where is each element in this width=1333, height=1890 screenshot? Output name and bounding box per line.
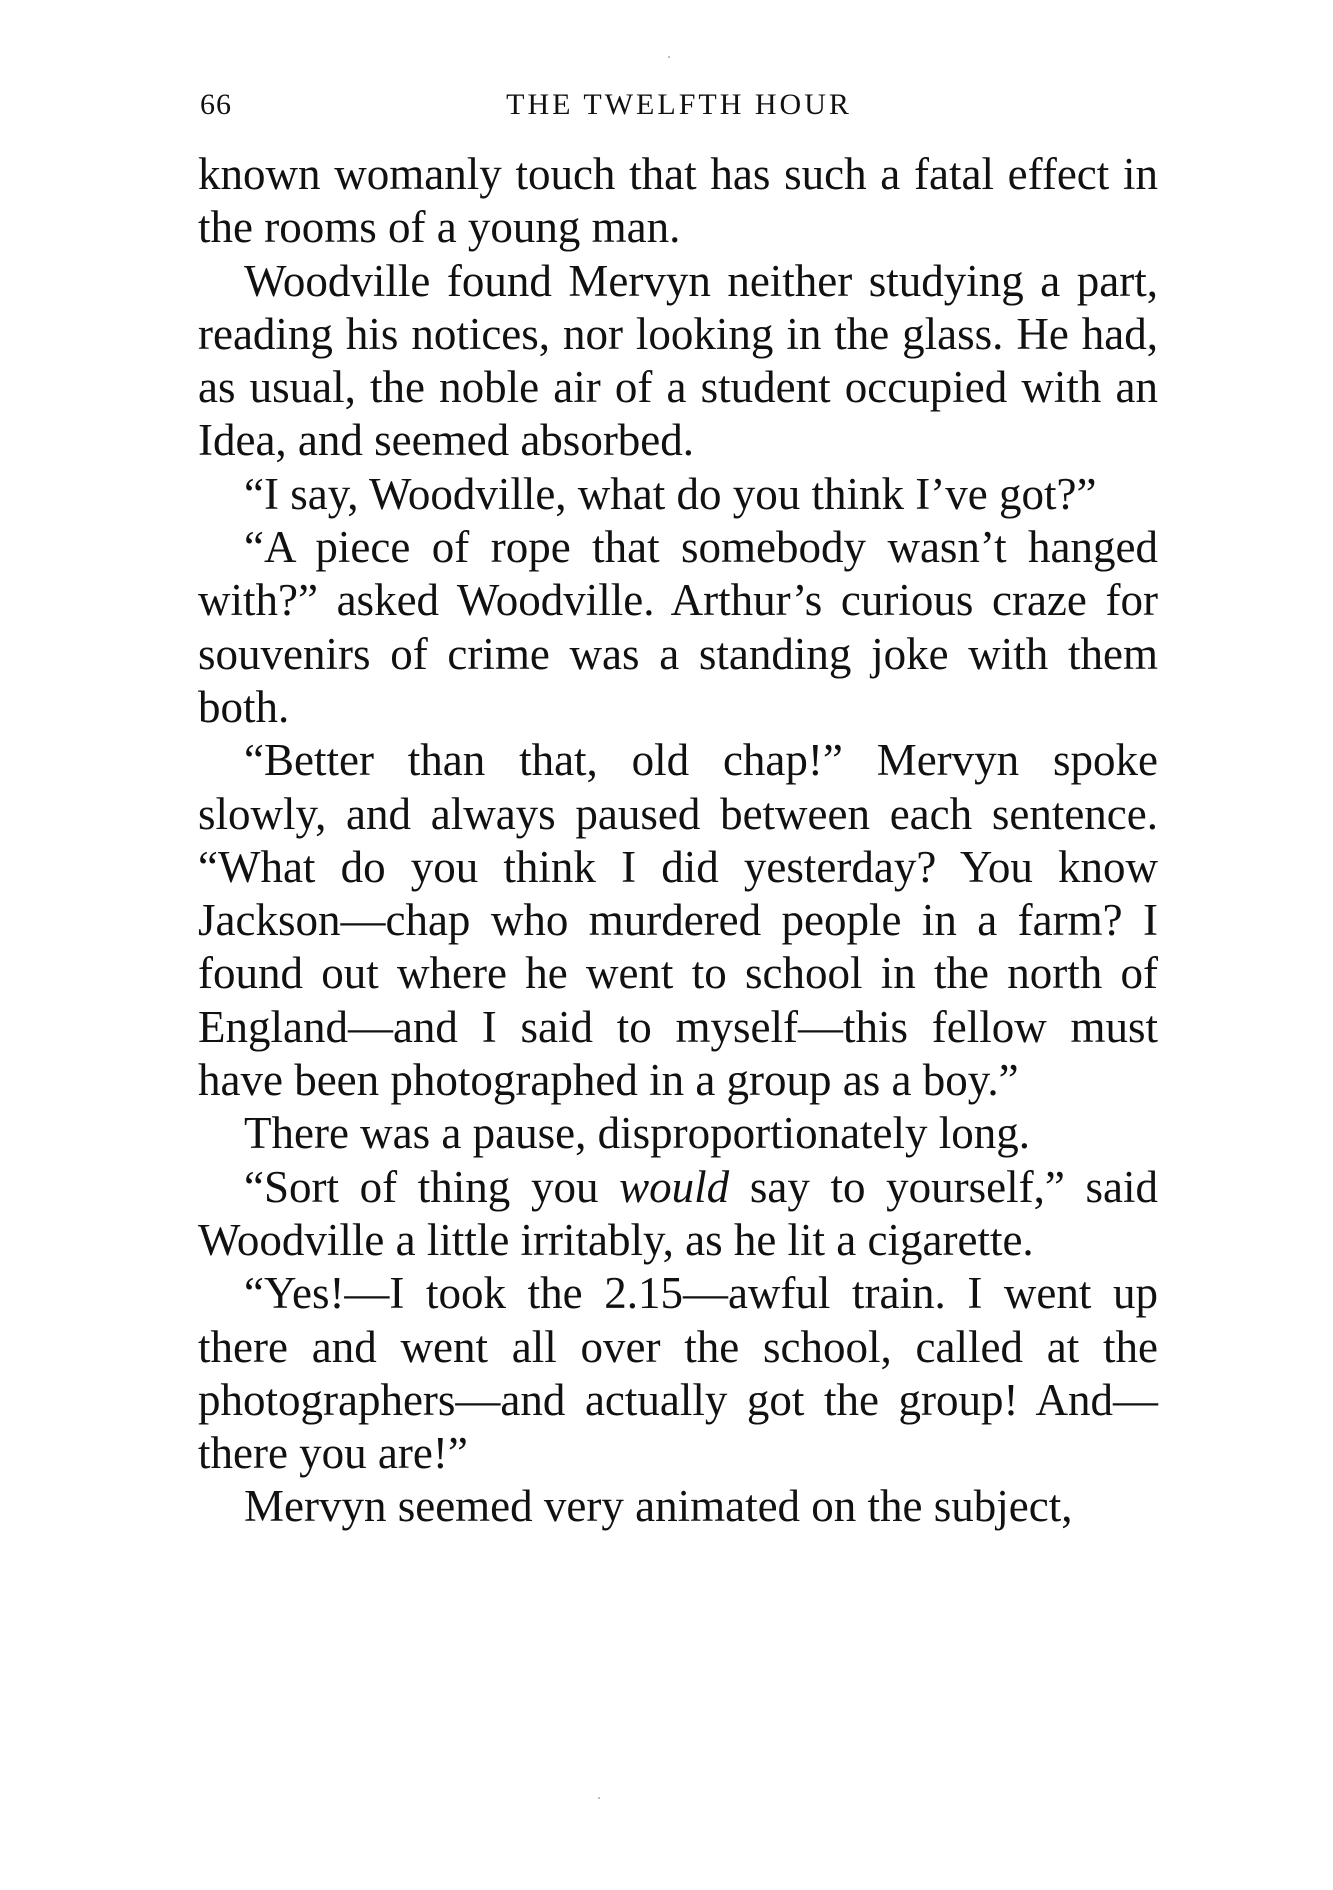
page-number: 66 bbox=[200, 88, 232, 121]
running-title: THE TWELFTH HOUR bbox=[506, 88, 852, 121]
dialogue-paragraph: “I say, Woodville, what do you think I’ve got?” bbox=[244, 468, 1097, 519]
dialogue-paragraph: “A piece of rope that somebody wasn’t hanged with?” asked Woodville. Arthur’s curious craze for souvenirs of crime was a standing joke with them both. bbox=[198, 522, 1158, 732]
paragraph: Woodville found Mervyn neither studying a part, reading his notices, nor looking in the glass. He had, as usual, the noble air of a student occupied with an Idea, and seemed absorbed. bbox=[198, 255, 1158, 466]
body-text bbox=[198, 148, 1158, 1534]
running-head bbox=[200, 88, 1158, 128]
paragraph: Mervyn seemed very animated on the subject, bbox=[244, 1481, 1073, 1532]
dialogue-paragraph: “Yes!—I took the 2.15—awful train. I went up there and went all over the school, called at the photographers—and actually got the group! And—there you are!” bbox=[198, 1268, 1158, 1479]
paper-speck bbox=[668, 56, 670, 58]
paper-speck bbox=[598, 1797, 600, 1799]
paragraph-text: “Sort of thing you bbox=[244, 1161, 620, 1212]
paragraph: There was a pause, disproportionately long. bbox=[244, 1108, 1031, 1159]
italic-emphasis: would bbox=[619, 1161, 730, 1212]
dialogue-paragraph: “Better than that, old chap!” Mervyn spoke slowly, and always paused between each sentence. “What do you think I did yesterday? You know Jackson—chap who murdered people in a farm? I found out where he went to school in the north of England—and I said to myself—this fellow must have been photographed in a group as a boy.” bbox=[198, 735, 1158, 1106]
paragraph-continued: known womanly touch that has such a fatal effect in the rooms of a young man. bbox=[198, 149, 1158, 253]
paragraph-text: say to yourself,” said Woodville a little irritably, as he lit a cigarette. bbox=[198, 1161, 1158, 1265]
dialogue-paragraph bbox=[198, 1161, 1158, 1268]
